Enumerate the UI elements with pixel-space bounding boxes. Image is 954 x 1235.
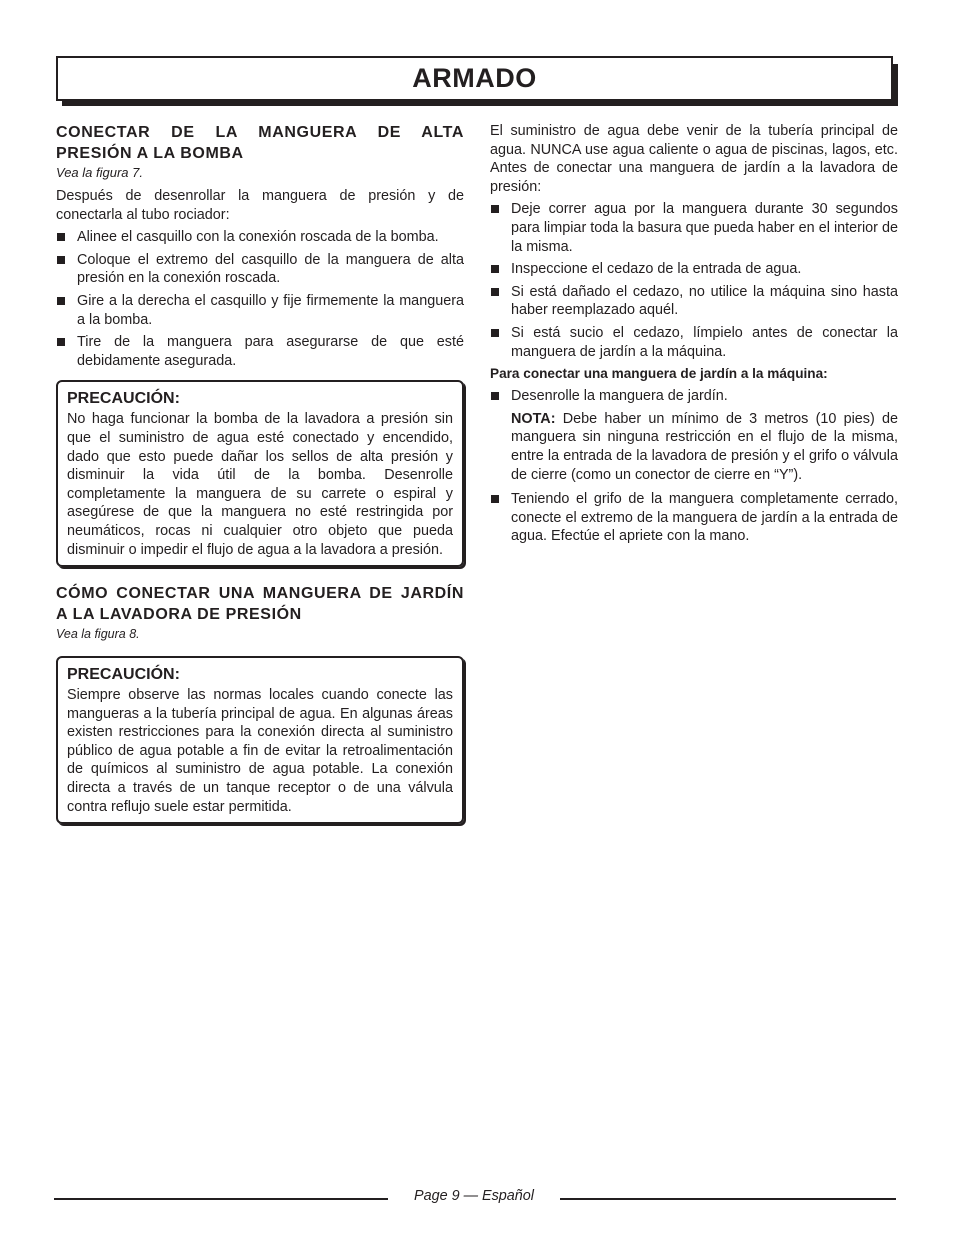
list-item (56, 292, 464, 329)
bullet-icon (57, 233, 65, 241)
list-item (56, 251, 464, 288)
caution-box-1 (56, 380, 464, 567)
list-item-text: Deje correr agua por la manguera durante 30 segundos para limpiar toda la basura que pueda haber en el interior de la misma. (511, 201, 898, 255)
caution-text: No haga funcionar la bomba de la lavadora a presión sin que el suministro de agua esté conectado y encendido, dado que esto puede dañar los sellos de alta presión y disminuir la vida útil de la bomba. Desenrolle completamente la manguera de su carrete o espiral y asegúrese de que la manguera no esté restringida por neumáticos, rocas ni cualquier otro objeto que pueda disminuir o impedir el flujo de agua a la lavadora a presión. (67, 411, 453, 558)
bullet-icon (57, 256, 65, 264)
list-item-text: Si está sucio el cedazo, límpielo antes de conectar la manguera de jardín a la máquina. (511, 324, 898, 360)
bullet-icon (491, 288, 499, 296)
bullet-icon (491, 265, 499, 273)
right-column (490, 122, 898, 550)
note-label: NOTA: (511, 410, 556, 427)
note-text: Debe haber un mínimo de 3 metros (10 pies) de manguera sin ninguna restricción en el flujo de la misma, entre la entrada de la lavadora de presión y el grifo o válvula de cierre (como un conector de cierre en “Y”). (511, 410, 898, 483)
banner-box (56, 56, 893, 101)
list-item (490, 387, 898, 406)
section1-intro: Después de desenrollar la manguera de presión y de conectarla al tubo rociador: (56, 188, 464, 223)
section1-bullet-list (56, 228, 464, 370)
section1-heading: CONECTAR DE LA MANGUERA DE ALTA PRESIÓN A LA BOMBA (56, 124, 464, 162)
list-item (56, 228, 464, 247)
list-item-text: Alinee el casquillo con la conexión roscada de la bomba. (77, 229, 439, 246)
list-item (490, 200, 898, 256)
footer-rule-left (54, 1198, 388, 1200)
connect-steps-list-2 (490, 490, 898, 546)
page-footer (54, 1186, 896, 1210)
caution-box-2 (56, 656, 464, 824)
list-item (56, 333, 464, 370)
bullet-icon (491, 329, 499, 337)
page-banner (56, 56, 898, 106)
connect-hose-subheading: Para conectar una manguera de jardín a la máquina: (490, 366, 828, 382)
footer-rule-right (560, 1198, 896, 1200)
list-item (490, 490, 898, 546)
footer-page-label: Page 9 — Español (413, 1188, 534, 1204)
section2-heading: CÓMO CONECTAR UNA MANGUERA DE JARDÍN A LA LAVADORA DE PRESIÓN (56, 585, 464, 624)
caution-title: PRECAUCIÓN: (67, 666, 180, 684)
section2-figure-ref: Vea la figura 8. (56, 627, 140, 642)
water-supply-intro: El suministro de agua debe venir de la tubería principal de agua. NUNCA use agua caliente o agua de piscinas, lagos, etc. Antes de conectar una manguera de jardín a la lavadora de presión: (490, 123, 898, 195)
caution-text: Siempre observe las normas locales cuando conecte las mangueras a la tubería principal de agua. En algunas áreas existen restricciones para la conexión directa al suministro público de agua potable a fin de evitar la retroalimentación de químicos al suministro de agua potable. La conexión directa a través de un tanque receptor o de una válvula contra reflujo suele estar permitida. (67, 687, 453, 815)
left-column (56, 122, 464, 840)
list-item-text: Si está dañado el cedazo, no utilice la máquina sino hasta haber reemplazado aquél. (511, 283, 898, 319)
list-item (490, 260, 898, 279)
list-item-text: Coloque el extremo del casquillo de la manguera de alta presión en la conexión roscada. (77, 251, 464, 287)
page-title: ARMADO (412, 63, 537, 93)
water-supply-bullet-list (490, 200, 898, 361)
list-item-text: Inspeccione el cedazo de la entrada de agua. (511, 261, 802, 278)
list-item-text: Teniendo el grifo de la manguera completamente cerrado, conecte el extremo de la manguera de jardín a la entrada de agua. Efectúe el apriete con la mano. (511, 491, 898, 545)
list-item-text: Tire de la manguera para asegurarse de que esté debidamente asegurada. (77, 334, 464, 369)
bullet-icon (491, 495, 499, 503)
bullet-icon (491, 392, 499, 400)
list-item (490, 283, 898, 320)
connect-steps-list (490, 387, 898, 406)
caution-title: PRECAUCIÓN: (67, 390, 180, 408)
list-item-text: Gire a la derecha el casquillo y fije firmemente la manguera a la bomba. (77, 292, 464, 328)
bullet-icon (57, 338, 65, 346)
note-paragraph (511, 410, 898, 484)
list-item-text: Desenrolle la manguera de jardín. (511, 388, 728, 405)
list-item (490, 324, 898, 361)
bullet-icon (491, 205, 499, 213)
bullet-icon (57, 297, 65, 305)
section1-figure-ref: Vea la figura 7. (56, 165, 143, 180)
